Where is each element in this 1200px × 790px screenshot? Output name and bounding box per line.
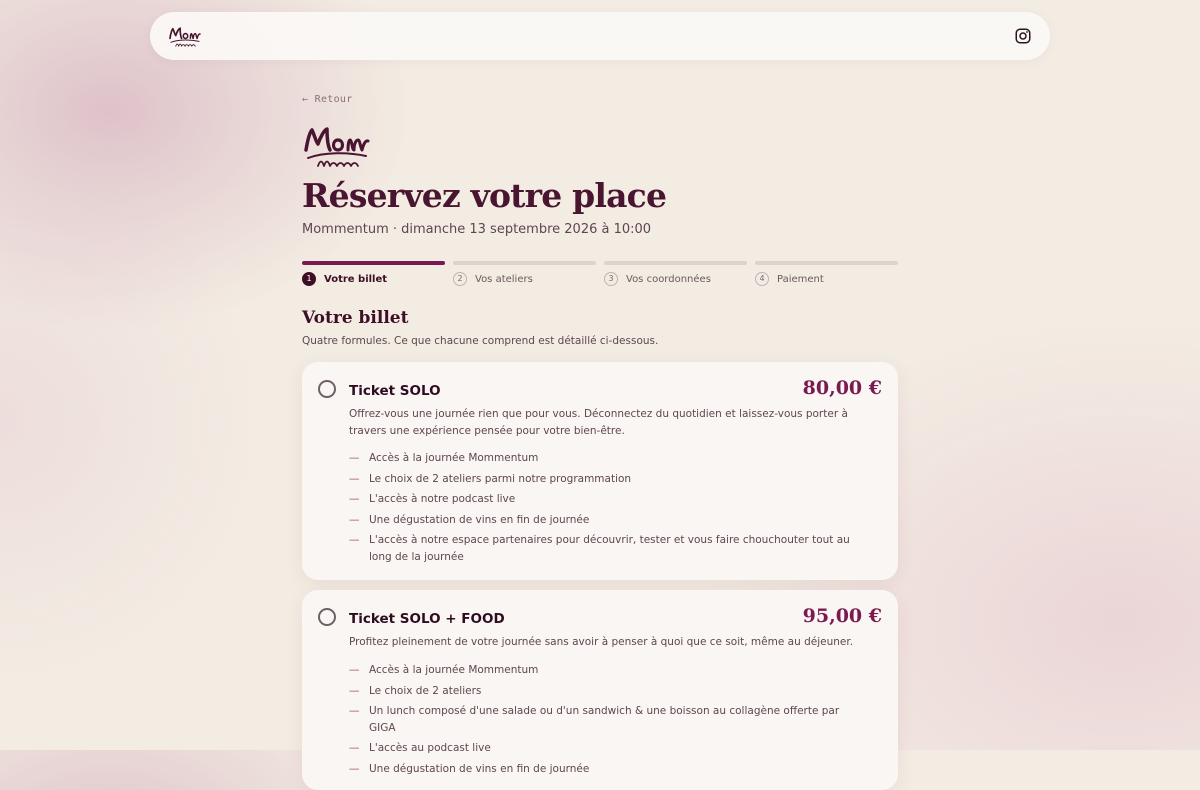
feature-text: Une dégustation de vins en fin de journée	[369, 513, 590, 526]
feature-item	[349, 491, 869, 508]
step-ticket[interactable]	[302, 261, 445, 291]
dash-icon: —	[349, 534, 360, 546]
ticket-description: Profitez pleinement de votre journée sans avoir à penser à quoi que ce soit, même au déjeuner.	[349, 636, 854, 648]
page-title: Réservez votre place	[302, 176, 667, 215]
feature-text: Accès à la journée Mommentum	[369, 452, 539, 464]
step-progress-bar	[302, 261, 445, 265]
ticket-radio[interactable]	[318, 608, 336, 626]
dash-icon: —	[349, 762, 360, 775]
step-number: 1	[302, 272, 316, 286]
top-navigation-bar	[150, 12, 1050, 60]
dash-icon: —	[349, 742, 360, 754]
feature-item	[349, 683, 869, 700]
booking-steps	[302, 261, 898, 291]
feature-item	[349, 450, 869, 467]
event-subtitle: Mommentum · dimanche 13 septembre 2026 à 10:00	[302, 222, 652, 237]
ticket-features-list	[349, 662, 869, 781]
instagram-icon[interactable]	[1014, 27, 1032, 45]
step-contact-details[interactable]	[604, 261, 747, 291]
feature-item	[349, 662, 869, 679]
step-payment[interactable]	[755, 261, 898, 291]
ticket-radio[interactable]	[318, 380, 336, 398]
dash-icon: —	[349, 664, 360, 676]
feature-text: Le choix de 2 ateliers parmi notre programmation	[369, 472, 632, 485]
ticket-option-solo-food[interactable]	[302, 590, 898, 790]
feature-item	[349, 532, 869, 565]
feature-text: Un lunch composé d'une salade ou d'un sandwich & une boisson au collagène offerte par GIGA	[369, 705, 840, 734]
step-workshops[interactable]	[453, 261, 596, 291]
feature-item	[349, 703, 869, 736]
feature-text: L'accès à notre podcast live	[369, 493, 516, 505]
step-number: 4	[755, 272, 769, 286]
step-label: Paiement	[777, 274, 824, 285]
step-label: Votre billet	[324, 274, 388, 285]
dash-icon: —	[349, 513, 360, 526]
mommentum-logo	[302, 120, 372, 170]
dash-icon: —	[349, 705, 360, 717]
section-subtitle: Quatre formules. Ce que chacune comprend est détaillé ci-dessous.	[302, 335, 659, 347]
ticket-option-solo[interactable]	[302, 362, 898, 580]
ticket-features-list	[349, 450, 869, 569]
step-progress-bar	[604, 261, 747, 265]
dash-icon: —	[349, 452, 360, 464]
ticket-name: Ticket SOLO + FOOD	[349, 611, 505, 627]
ticket-name: Ticket SOLO	[349, 383, 441, 399]
feature-text: L'accès au podcast live	[369, 742, 491, 754]
step-progress-bar	[453, 261, 596, 265]
feature-text: L'accès à notre espace partenaires pour découvrir, tester et vous faire chouchouter tout au long de la journée	[369, 534, 850, 563]
ticket-price: 95,00 €	[802, 605, 882, 627]
section-title: Votre billet	[302, 308, 409, 328]
feature-item	[349, 761, 869, 778]
feature-text: Le choix de 2 ateliers	[369, 684, 482, 697]
feature-item	[349, 471, 869, 488]
dash-icon: —	[349, 493, 360, 505]
feature-text: Une dégustation de vins en fin de journée	[369, 762, 590, 775]
feature-item	[349, 740, 869, 757]
ticket-description: Offrez-vous une journée rien que pour vous. Déconnectez du quotidien et laissez-vous porter à travers une expérience pensée pour votre bien-être.	[349, 408, 848, 437]
step-label: Vos coordonnées	[626, 274, 711, 285]
feature-item	[349, 512, 869, 529]
feature-text: Accès à la journée Mommentum	[369, 664, 539, 676]
dash-icon: —	[349, 684, 360, 697]
mommentum-logo-icon[interactable]	[168, 22, 202, 50]
step-progress-bar	[755, 261, 898, 265]
back-link[interactable]: ← Retour	[302, 94, 353, 105]
step-number: 3	[604, 272, 618, 286]
step-label: Vos ateliers	[475, 274, 533, 285]
step-number: 2	[453, 272, 467, 286]
ticket-price: 80,00 €	[802, 377, 882, 399]
dash-icon: —	[349, 472, 360, 485]
